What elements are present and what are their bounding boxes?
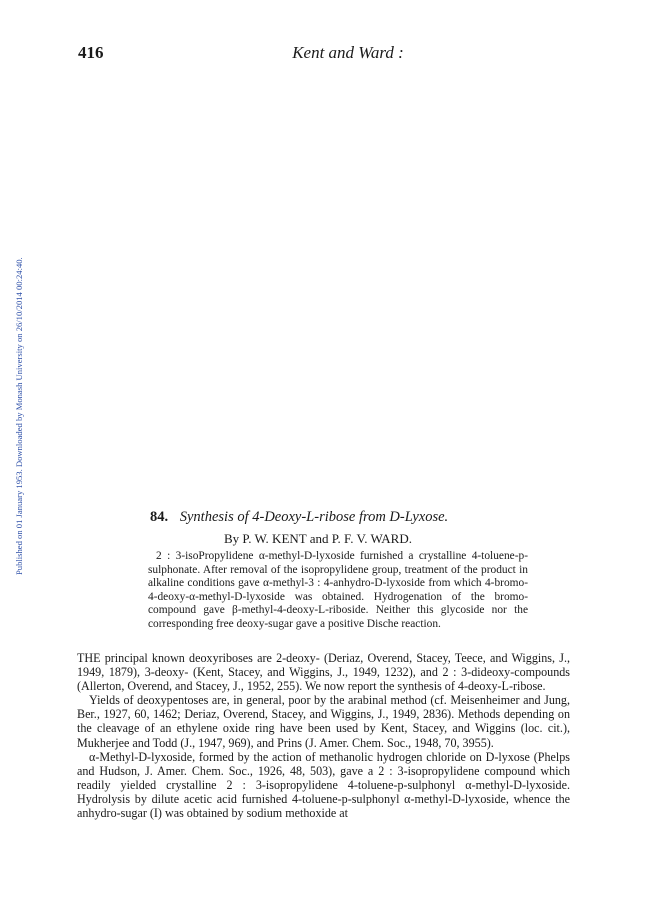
abstract bbox=[148, 550, 528, 632]
download-notice[interactable] bbox=[4, 165, 24, 575]
body-paragraph: Yields of deoxypentoses are, in general, poor by the arabinal method (cf. Meisenheimer and Jung, Ber., 1927, 60, 1462; Deriaz, Overend, Stacey, and Wiggins, J., 1949, 2836). Methods depending on the cleavage of an ethylene oxide ring have been used by Kent, Stacey, and Wiggins (loc. cit.), Mukherjee and Todd (J., 1947, 969), and Prins (J. Amer. Chem. Soc., 1948, 70, 3955). bbox=[77, 693, 570, 750]
running-head: Kent and Ward : bbox=[292, 43, 404, 62]
download-notice-text[interactable]: Published on 01 January 1953. Downloaded by Monash University on 26/10/2014 00:24:40. bbox=[14, 257, 24, 575]
page-number: 416 bbox=[78, 43, 104, 62]
abstract-text: 2 : 3-isoPropylidene α-methyl-D-lyxoside furnished a crystalline 4-toluene-p-sulphonate. After removal of the isopropylidene group, treatment of the product in alkaline conditions gave α-methyl-3 : 4-anhydro-D-lyxoside from which 4-bromo-4-deoxy-α-methyl-D-lyxoside was obtained. Hydrogenation of the bromo-compound gave β-methyl-4-deoxy-L-riboside. Neither this glycoside nor the corresponding free deoxy-sugar gave a positive Dische reaction. bbox=[148, 550, 528, 630]
body-paragraph: α-Methyl-D-lyxoside, formed by the action of methanolic hydrogen chloride on D-lyxose (Phelps and Hudson, J. Amer. Chem. Soc., 1926, 48, 503), gave a 2 : 3-isopropylidene compound which readily yielded crystalline 2 : 3-isopropylidene 4-toluene-p-sulphonyl α-methyl-D-lyxoside. Hydrolysis by dilute acetic acid furnished 4-toluene-p-sulphonyl α-methyl-D-lyxoside, whence the anhydro-sugar (I) was obtained by sodium methoxide at bbox=[77, 749, 570, 821]
article-title bbox=[150, 509, 550, 526]
article-number: 84. bbox=[150, 509, 169, 525]
article-authors: By P. W. KENT and P. F. V. WARD. bbox=[224, 531, 412, 546]
article-title-text: Synthesis of 4-Deoxy-L-ribose from D-Lyxose. bbox=[179, 509, 449, 525]
body-text bbox=[77, 651, 570, 820]
body-paragraph: THE principal known deoxyriboses are 2-deoxy- (Deriaz, Overend, Stacey, Teece, and Wiggins, J., 1949, 1879), 3-deoxy- (Kent, Stacey, and Wiggins, J., 1949, 1232), and 2 : 3-dideoxy-compounds (Allerton, Overend, and Stacey, J., 1952, 255). We now report the synthesis of 4-deoxy-L-ribose. bbox=[77, 651, 570, 694]
